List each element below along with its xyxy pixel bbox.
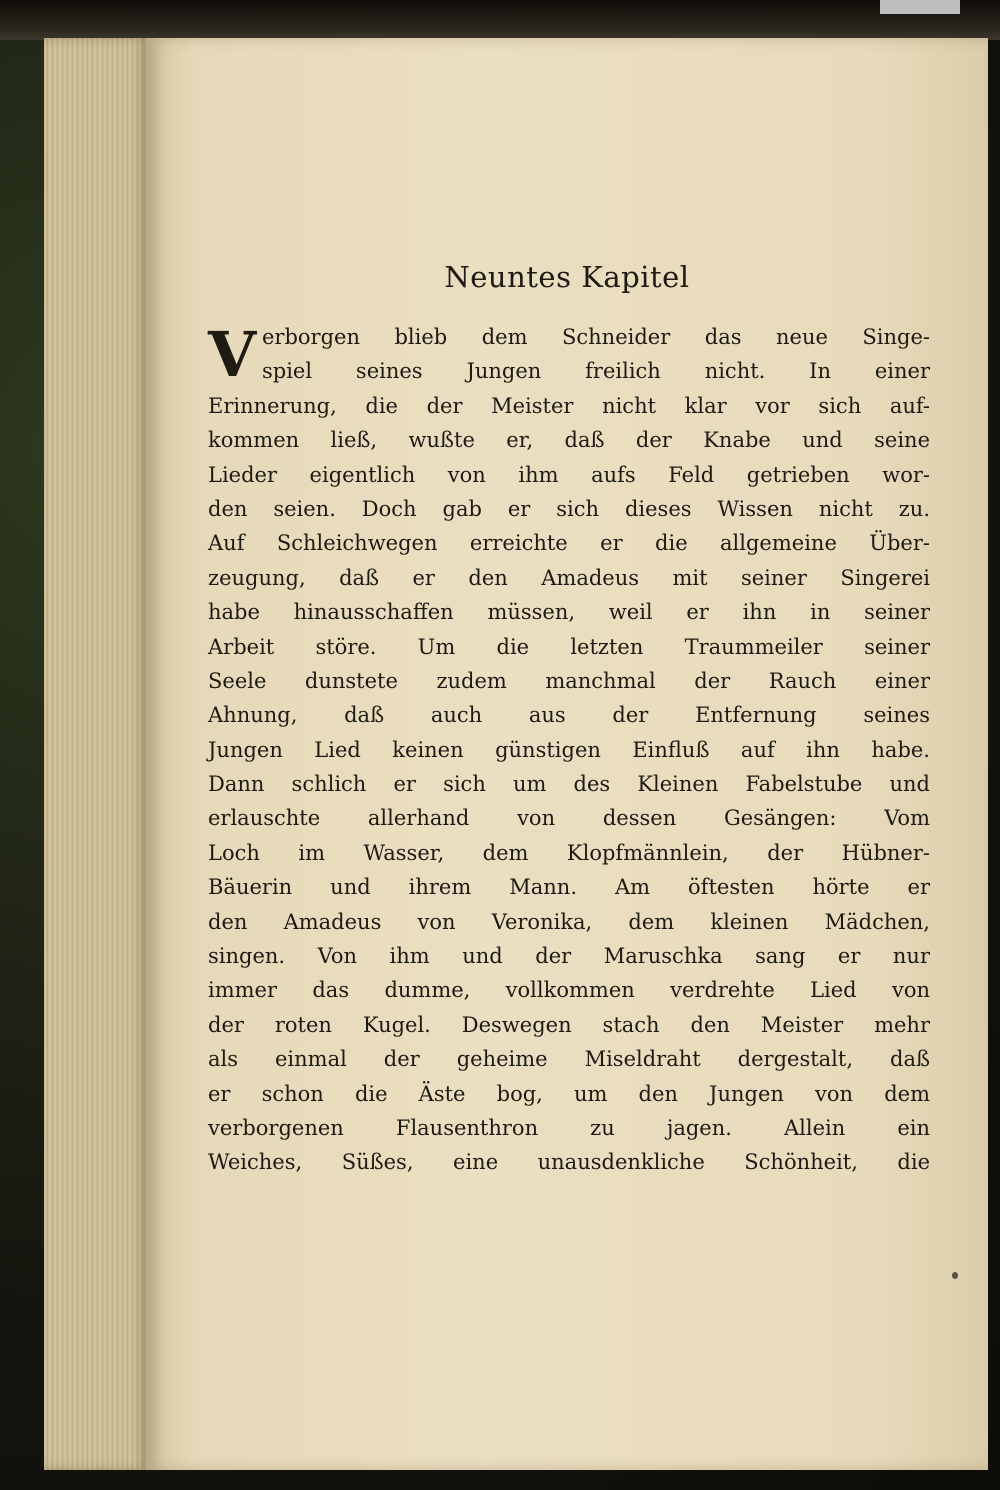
text-line: Bäuerin und ihrem Mann. Am öftesten hörte er bbox=[208, 875, 930, 900]
text-line: Arbeit störe. Um die letzten Traummeiler seiner bbox=[208, 634, 930, 659]
text-line: erlauschte allerhand von dessen Gesängen: Vom bbox=[208, 806, 930, 831]
text-line: Dann schlich er sich um des Kleinen Fabelstube und bbox=[208, 772, 930, 797]
text-line: Ahnung, daß auch aus der Entfernung seines bbox=[208, 703, 930, 728]
page-edges bbox=[44, 38, 148, 1470]
text-line: verborgenen Flausenthron zu jagen. Allein ein bbox=[208, 1115, 930, 1140]
paper-speck bbox=[952, 1272, 958, 1279]
body-text bbox=[208, 320, 930, 1180]
text-line: Loch im Wasser, dem Klopfmännlein, der Hübner- bbox=[208, 840, 930, 865]
text-line: erborgen blieb dem Schneider das neue Singe- bbox=[262, 325, 930, 349]
chapter-title: Neuntes Kapitel bbox=[444, 260, 690, 294]
text-line: singen. Von ihm und der Maruschka sang er nur bbox=[208, 944, 930, 969]
text-line: Jungen Lied keinen günstigen Einfluß auf ihn habe. bbox=[208, 737, 930, 762]
text-line: den seien. Doch gab er sich dieses Wissen nicht zu. bbox=[208, 496, 930, 521]
book-top-edge bbox=[0, 0, 1000, 40]
text-line: Weiches, Süßes, eine unausdenkliche Schönheit, die bbox=[208, 1150, 930, 1175]
text-line: habe hinausschaffen müssen, weil er ihn in seiner bbox=[208, 600, 930, 625]
text-line: er schon die Äste bog, um den Jungen von dem bbox=[208, 1081, 930, 1106]
text-line: kommen ließ, wußte er, daß der Knabe und seine bbox=[208, 428, 930, 453]
text-line: der roten Kugel. Deswegen stach den Meister mehr bbox=[208, 1012, 930, 1037]
text-line: zeugung, daß er den Amadeus mit seiner Singerei bbox=[208, 565, 930, 590]
text-line: den Amadeus von Veronika, dem kleinen Mädchen, bbox=[208, 909, 930, 934]
text-line: Auf Schleichwegen erreichte er die allgemeine Über- bbox=[208, 531, 930, 556]
text-line: Lieder eigentlich von ihm aufs Feld getrieben wor- bbox=[208, 462, 930, 487]
text-line: als einmal der geheime Miseldraht dergestalt, daß bbox=[208, 1047, 930, 1072]
drop-cap: V bbox=[208, 318, 257, 391]
text-line: Seele dunstete zudem manchmal der Rauch einer bbox=[208, 668, 930, 693]
scan-label-patch bbox=[880, 0, 960, 14]
text-line: spiel seines Jungen freilich nicht. In einer bbox=[262, 359, 930, 384]
text-line: Erinnerung, die der Meister nicht klar vor sich auf- bbox=[208, 393, 930, 418]
text-line: immer das dumme, vollkommen verdrehte Lied von bbox=[208, 978, 930, 1003]
